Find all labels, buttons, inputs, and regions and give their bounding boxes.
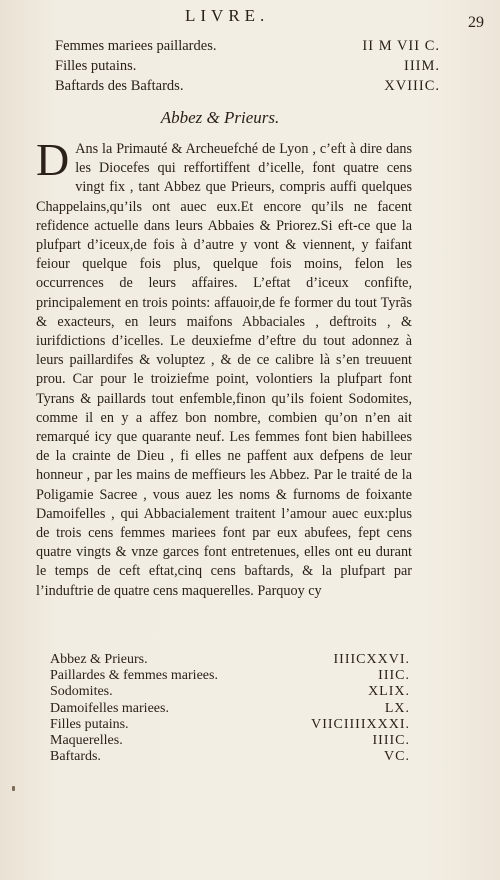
tally-row <box>55 56 440 76</box>
tally-label: Abbez & Prieurs. <box>50 652 148 667</box>
tally-row <box>50 749 410 765</box>
tally-value: VC. <box>384 749 410 765</box>
tally-label: Baftards. <box>50 749 101 765</box>
tally-label: Filles putains. <box>50 716 129 732</box>
running-header: LIVRE. <box>185 6 270 25</box>
top-tally-list <box>55 36 440 96</box>
tally-row <box>50 733 410 749</box>
tally-value: VIICIIIIXXXI. <box>311 716 410 732</box>
tally-value: IIIM. <box>403 58 440 74</box>
tally-row <box>50 717 410 733</box>
tally-value: IIIICXXVI. <box>333 652 410 667</box>
tally-row <box>55 36 440 56</box>
tally-value: II M VII C. <box>362 38 440 54</box>
tally-label: Paillardes & femmes mariees. <box>50 668 218 684</box>
section-heading: Abbez & Prieurs. <box>160 108 280 127</box>
tally-label: Filles putains. <box>55 58 137 74</box>
tally-label: Baftards des Baftards. <box>55 78 184 94</box>
tally-row <box>50 652 410 668</box>
tally-value: IIIC. <box>378 668 410 684</box>
tally-label: Sodomites. <box>50 684 113 700</box>
tally-value: LX. <box>384 700 410 716</box>
page-number: 29 <box>468 14 484 31</box>
tally-label: Maquerelles. <box>50 733 123 749</box>
tally-row <box>50 668 410 684</box>
paragraph-text: Ans la Primauté & Archeuefché de Lyon , c’eft à dire dans les Diocefes qui reffortiffent d’icelle, font quatre cens vingt fix , tant Abbez que Prieurs, compris auffi quelques Chappelains,qu’ils ont auec eux.Et encore qu’ils ne facent refidence actuelle dans leurs Abbaies & Priorez.Si eft-ce que la plufpart d’iceux,de fois à d’autre y vont & viennent, y faifant feiour quelque fois plus, quelque fois moins, felon les occurrences de leurs affaires. L’eftat d’iceux confifte, principalement en trois points: affauoir,de fe former du tout Tyrãs & exacteurs, en leurs maifons Abbaciales , deftroits , & iurifdictions d’icelles. Le deuxiefme d’eftre du tout adonnez à leurs paillardifes & voluptez , & de ce calibre là s’en treuuent prou. Car pour le troiziefme point, volontiers la plufpart font Tyrans & paillards tout enfemble,finon qu’ils foient Sodomites, comme il en y a affez bon nombre, combien qu’on n’en ait remarqué icy que quarante neuf. Les femmes font bien habillees de la crainte de Dieu , fi elles ne paffent aux defpens de leur honneur , par les mains de meffieurs les Abbez. Par le traité de la Poligamie Sacree , vous auez les noms & furnoms de foixante Damoifelles , qui Abbacialement traitent l’amour auec eux:plus de trois cens femmes mariees font par eux abufees, fept cens quatre vingts & vnze garces font entretenues, elles ont eu durant le temps de ceft eftat,cinq cens baftards, & la plufpart par l’induftrie de quatre cens maquerelles. Parquoy cy <box>36 141 412 599</box>
tally-row <box>50 684 410 700</box>
tally-label: Femmes mariees paillardes. <box>55 38 217 54</box>
drop-cap: D <box>36 134 70 185</box>
tally-value: XLIX. <box>368 684 410 700</box>
tally-row <box>55 76 440 96</box>
tally-label: Damoifelles mariees. <box>50 700 169 716</box>
body-paragraph <box>36 134 412 601</box>
tally-row <box>50 701 410 717</box>
tally-value: IIIIC. <box>372 733 410 749</box>
tally-value: XVIIIC. <box>384 78 440 94</box>
bottom-tally-list <box>50 652 410 765</box>
margin-mark <box>12 786 15 791</box>
